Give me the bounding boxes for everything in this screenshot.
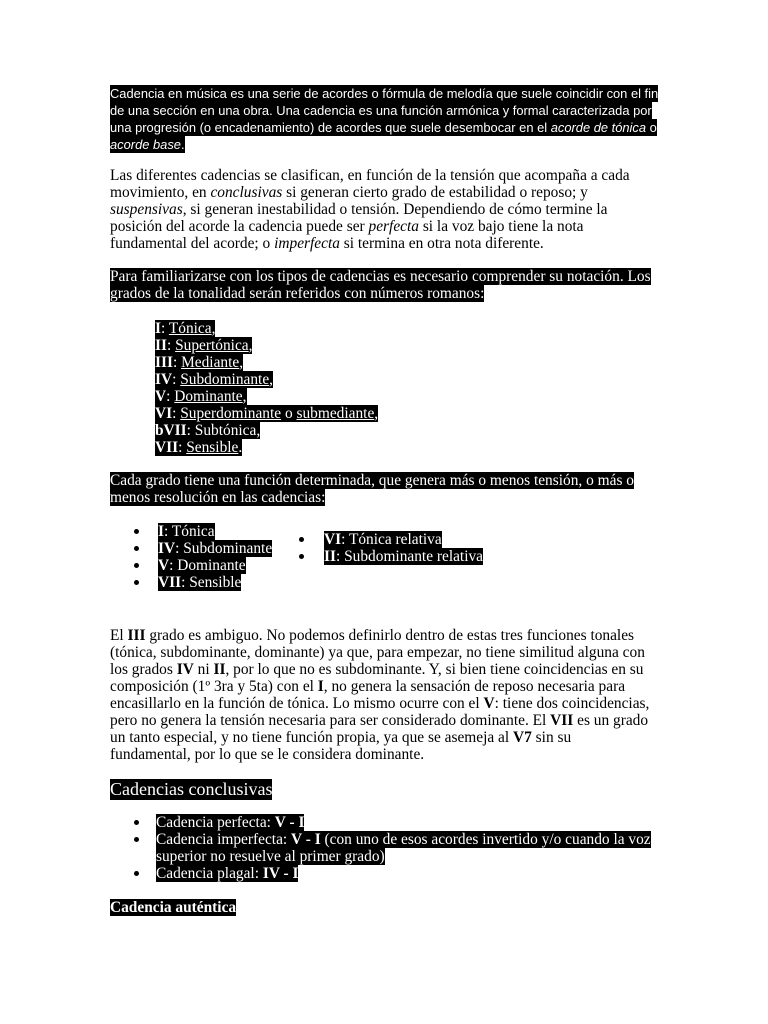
italic-term: imperfecta	[274, 235, 340, 252]
conjunction: o	[281, 405, 297, 422]
cadence-label: Cadencia plagal:	[156, 865, 263, 882]
separator: :	[161, 320, 169, 337]
degree-item	[155, 320, 215, 337]
degree-name-link[interactable]: Sensible	[186, 439, 239, 456]
text-run: una progresión (o encadenamiento) de acordes que suele desembocar en el	[110, 120, 551, 135]
degree-numeral: III	[155, 354, 173, 371]
degree-name-link[interactable]: submediante	[296, 405, 375, 422]
bullet-icon	[134, 580, 139, 585]
separator: :	[166, 337, 176, 354]
text-run: pero no genera la tensión necesaria para ser considerado dominante. El	[110, 712, 551, 729]
section-heading: Cadencias conclusivas	[110, 779, 273, 799]
degree-numeral: IV	[155, 371, 173, 388]
cadence-note: superior no resuelve al primer grado)	[156, 848, 385, 865]
list-item	[156, 831, 651, 865]
text-run: Las diferentes cadencias se clasifican, en función de la tensión que acompaña a cada	[110, 167, 630, 184]
italic-term: perfecta	[368, 218, 419, 235]
intro-line	[110, 119, 657, 136]
function-label: : Tónica	[164, 523, 215, 540]
list-item-text	[158, 574, 241, 591]
text-run: movimiento, en	[110, 184, 211, 201]
paragraph-line	[110, 268, 651, 285]
degree-name-link[interactable]: Subdominante	[180, 371, 270, 388]
subsection-heading: Cadencia auténtica	[110, 899, 237, 916]
text-run: grados de la tonalidad serán referidos con números romanos:	[110, 285, 485, 302]
paragraph-line	[110, 184, 630, 201]
text-run: o	[646, 120, 657, 135]
notation-paragraph	[110, 268, 651, 302]
chord-progression: IV - I	[262, 865, 299, 882]
separator: :	[178, 439, 187, 456]
bullet-icon	[134, 563, 139, 568]
list-item	[158, 557, 272, 574]
degree-numeral: II	[155, 337, 167, 354]
list-item-text	[158, 540, 272, 557]
list-item-text	[324, 548, 483, 565]
paragraph-line	[110, 746, 649, 763]
degree-numeral: II	[324, 548, 336, 565]
degree-numeral: VI	[155, 405, 173, 422]
list-item-text	[324, 531, 442, 548]
separator: :	[186, 422, 195, 439]
punctuation: ,	[239, 354, 244, 371]
paragraph-line	[110, 644, 649, 661]
function-label: : Sensible	[181, 574, 242, 591]
bullet-icon	[299, 537, 304, 542]
separator: :	[172, 405, 181, 422]
bold-numeral: I	[317, 678, 324, 695]
list-item-text	[158, 523, 215, 540]
degree-numeral: VII	[158, 574, 182, 591]
list-item	[158, 540, 272, 557]
punctuation: ,	[269, 371, 274, 388]
bullet-icon	[134, 837, 139, 842]
degree-numeral: bVII	[155, 422, 187, 439]
bold-numeral: IV	[176, 661, 194, 678]
chord-progression: V - I	[291, 831, 321, 848]
separator: :	[172, 354, 182, 371]
degree-item	[155, 371, 273, 388]
text-run: : tiene dos coincidencias,	[494, 695, 650, 712]
list-item	[158, 523, 272, 540]
function-label: : Dominante	[169, 557, 246, 574]
list-item	[156, 814, 651, 831]
list-item	[324, 531, 483, 548]
paragraph-line	[110, 695, 649, 712]
text-run: encasillarlo en la función de tónica. Lo mismo ocurre con el	[110, 695, 484, 712]
degree-numeral: V	[158, 557, 170, 574]
separator: :	[172, 371, 181, 388]
degree-numeral: VII	[155, 439, 179, 456]
degree-item	[155, 354, 243, 371]
text-run: , por lo que no es subdominante. Y, si bien tiene coincidencias en su	[225, 661, 644, 678]
text-run: si la voz bajo tiene la nota	[418, 218, 584, 235]
bold-numeral: V7	[513, 729, 532, 746]
list-item-text	[156, 865, 298, 882]
bullet-icon	[134, 546, 139, 551]
text-run: posición del acorde la cadencia puede ser	[110, 218, 369, 235]
paragraph-line	[110, 218, 630, 235]
function-label: : Tónica relativa	[341, 531, 442, 548]
degree-item	[155, 405, 378, 422]
intro-line	[110, 136, 185, 153]
cadence-label: Cadencia imperfecta:	[156, 831, 292, 848]
text-run: si termina en otra nota diferente.	[339, 235, 544, 252]
degree-item	[155, 337, 252, 354]
text-run: grado es ambiguo. No podemos definirlo dentro de estas tres funciones tonales	[145, 627, 635, 644]
degree-numeral: IV	[158, 540, 176, 557]
degree-item	[155, 422, 260, 439]
intro-line	[110, 102, 652, 119]
text-run: El	[110, 627, 128, 644]
punctuation: ,	[374, 405, 379, 422]
list-item-text	[158, 557, 246, 574]
degree-item	[155, 439, 242, 456]
punctuation: .	[238, 439, 243, 456]
degree-numeral: VI	[324, 531, 342, 548]
text-run: si generan cierto grado de estabilidad o reposo; y	[282, 184, 588, 201]
bullet-icon	[134, 529, 139, 534]
punctuation: ,	[248, 337, 253, 354]
paragraph-line	[110, 712, 649, 729]
list-item	[324, 548, 483, 565]
paragraph-line	[110, 285, 484, 302]
functions-intro-paragraph	[110, 472, 634, 506]
text-run: (tónica, subdominante, dominante) ya que, para empezar, no tiene similitud alguna con	[110, 644, 645, 661]
bold-numeral: VII	[550, 712, 574, 729]
text-run: Cadencia en música es una serie de acordes o fórmula de melodía que suele coincidir con el fin	[110, 86, 659, 101]
paragraph-line	[110, 201, 630, 218]
chord-progression: V - I	[274, 814, 305, 831]
degree-name-link[interactable]: Dominante	[174, 388, 243, 405]
text-run: Para familiarizarse con los tipos de cadencias es necesario comprender su notación. Los	[110, 268, 651, 285]
degree-name-link[interactable]: Mediante	[181, 354, 240, 371]
function-label: : Subdominante	[175, 540, 273, 557]
bullet-icon	[299, 554, 304, 559]
text-run: los grados	[110, 661, 177, 678]
bullet-icon	[134, 871, 139, 876]
punctuation: ,	[256, 422, 261, 439]
paragraph-line	[110, 489, 325, 506]
text-run: , no genera la sensación de reposo necesaria para	[323, 678, 626, 695]
intro-line	[110, 85, 658, 102]
bold-numeral: II	[213, 661, 226, 678]
bold-numeral: III	[127, 627, 146, 644]
paragraph-line	[110, 729, 649, 746]
punctuation: ,	[211, 320, 216, 337]
text-run: Cada grado tiene una función determinada, que genera más o menos tensión, o más o	[110, 472, 634, 489]
italic-term: acorde de tónica	[550, 120, 647, 135]
degree-name-link[interactable]: Supertónica	[175, 337, 249, 354]
paragraph-line	[110, 235, 630, 252]
text-run: fundamental, por lo que se le considera dominante.	[110, 746, 425, 763]
text-run: es un grado	[573, 712, 649, 729]
function-label: : Subdominante relativa	[335, 548, 484, 565]
degree-numeral: I	[155, 320, 161, 337]
degree-name: Subtónica	[194, 422, 257, 439]
italic-term: conclusivas	[210, 184, 283, 201]
bullet-icon	[134, 820, 139, 825]
degrees-list	[155, 320, 378, 456]
degree-name-link[interactable]: Superdominante	[180, 405, 282, 422]
cadence-note: (con uno de esos acordes invertido y/o cuando la voz	[320, 831, 651, 848]
text-run: .	[180, 137, 185, 152]
conclusive-list	[156, 814, 651, 882]
text-run: un tanto especial, y no tiene función propia, ya que se asemeja al	[110, 729, 514, 746]
text-run: menos resolución en las cadencias:	[110, 489, 326, 506]
list-item-text	[156, 831, 651, 848]
cadence-label: Cadencia perfecta:	[156, 814, 275, 831]
paragraph-line	[110, 627, 649, 644]
paragraph-line	[110, 167, 630, 184]
list-item-text-continued	[156, 848, 385, 865]
degree-name-link[interactable]: Tónica	[168, 320, 212, 337]
separator: :	[166, 388, 175, 405]
degree-numeral: V	[155, 388, 167, 405]
functions-main-list	[158, 523, 272, 591]
authentic-section-heading	[110, 899, 236, 916]
functions-relative-list	[324, 531, 483, 565]
italic-term: acorde base	[110, 137, 181, 152]
list-item	[158, 574, 272, 591]
conclusive-section-heading	[110, 779, 272, 800]
degree-numeral: I	[158, 523, 164, 540]
list-item	[156, 865, 651, 882]
text-run: fundamental del acorde; o	[110, 235, 275, 252]
bold-numeral: V	[483, 695, 495, 712]
text-run: de una sección en una obra. Una cadencia es una función armónica y formal caracterizada por	[110, 103, 652, 118]
paragraph-line	[110, 661, 649, 678]
text-run: composición (1º 3ra y 5ta) con el	[110, 678, 318, 695]
degree-item	[155, 388, 247, 405]
paragraph-line	[110, 678, 649, 695]
paragraph-line	[110, 472, 634, 489]
intro-paragraph	[110, 85, 658, 153]
text-run: sin su	[531, 729, 572, 746]
classification-paragraph	[110, 167, 630, 252]
third-degree-paragraph	[110, 627, 649, 763]
punctuation: ,	[242, 388, 247, 405]
italic-term: suspensivas	[110, 201, 183, 218]
list-item-text	[156, 814, 304, 831]
text-run: ni	[193, 661, 214, 678]
text-run: , si generan inestabilidad o tensión. Dependiendo de cómo termine la	[182, 201, 608, 218]
